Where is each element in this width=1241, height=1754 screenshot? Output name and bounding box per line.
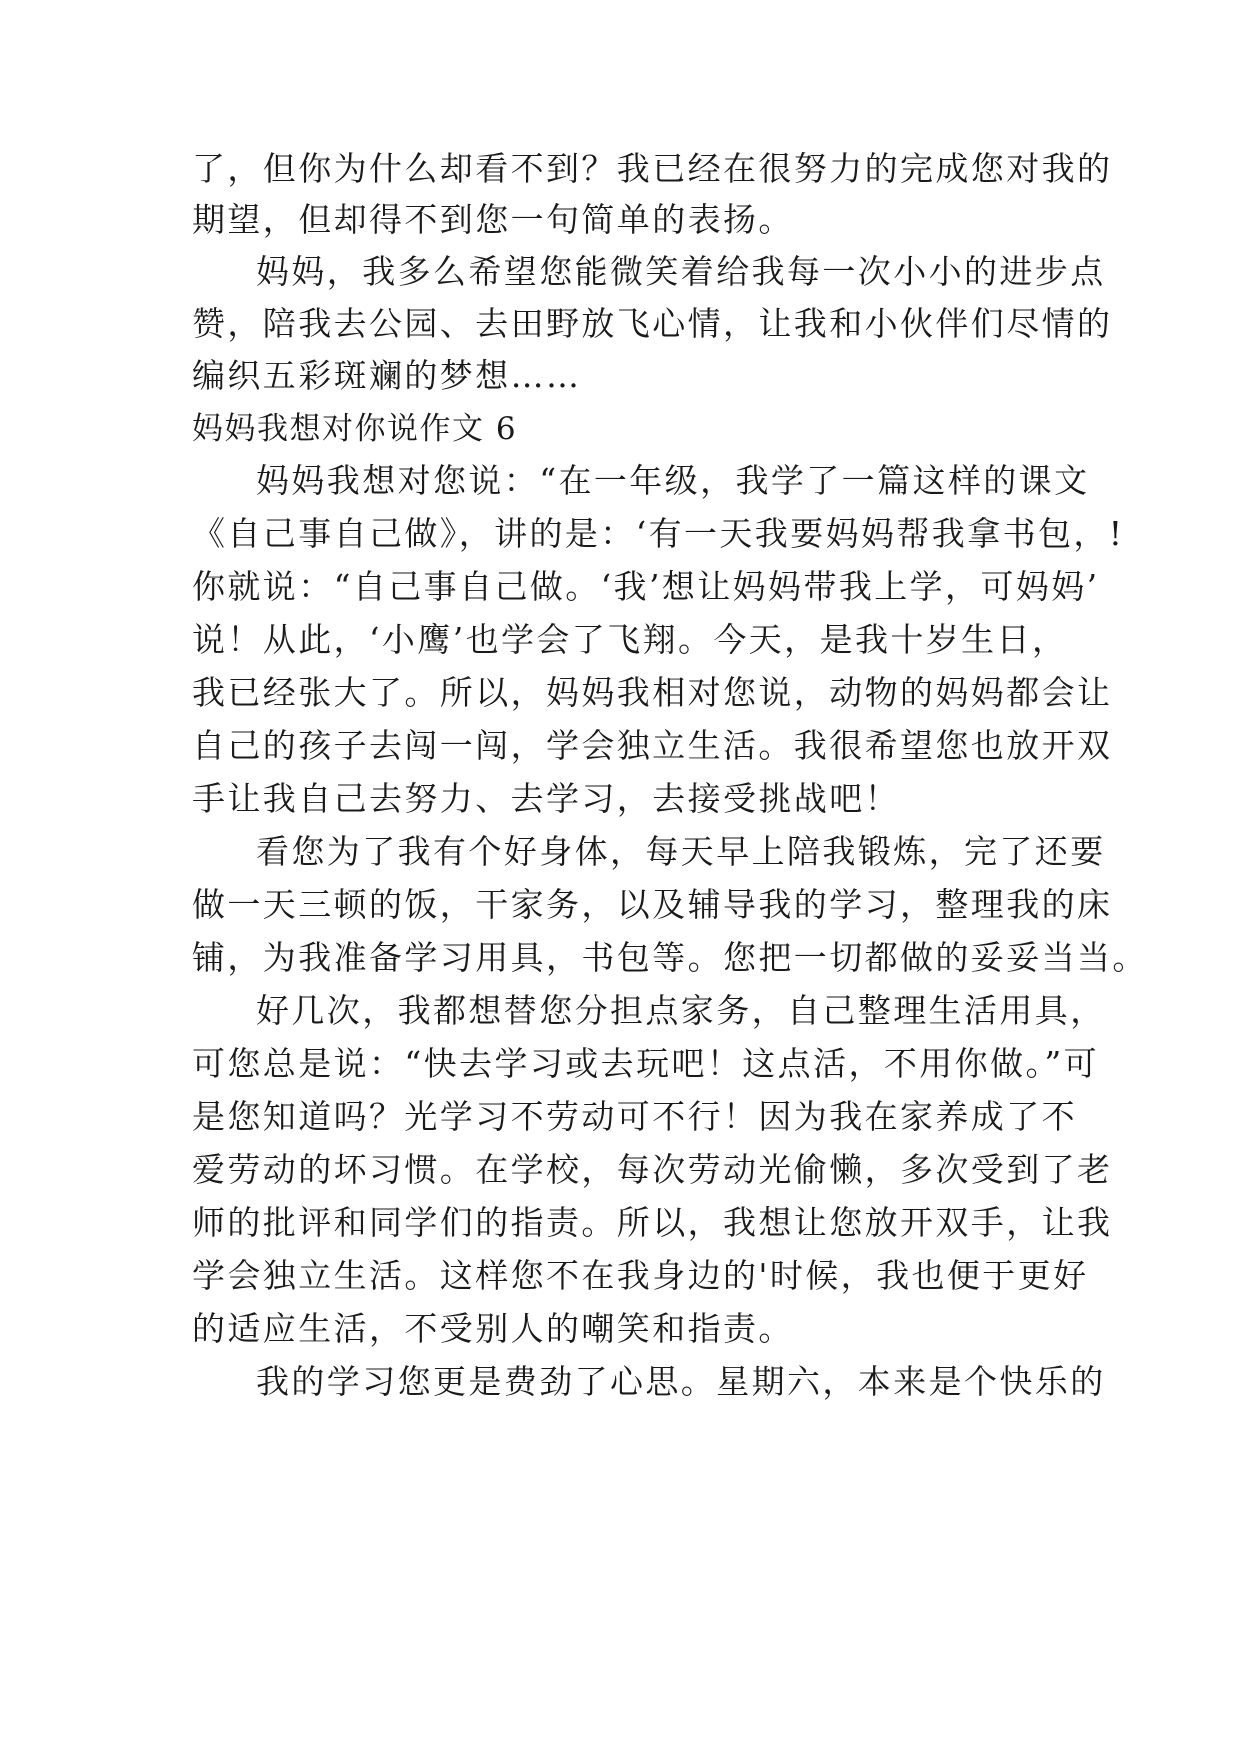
paragraph-start-line: 我的学习您更是费劲了心思。星期六，本来是个快乐的 — [256, 1362, 1106, 1401]
text-line: 可您总是说：“快去学习或去玩吧！这点活，不用你做。”可 — [192, 1044, 1100, 1083]
text-line: 是您知道吗？光学习不劳动可不行！因为我在家养成了不 — [192, 1097, 1077, 1136]
paragraph-start-line: 妈妈我想对您说：“在一年级，我学了一篇这样的课文 — [256, 461, 1090, 500]
text-line: 爱劳动的坏习惯。在学校，每次劳动光偷懒，多次受到了老 — [192, 1150, 1113, 1189]
text-line: 手让我自己去努力、去学习，去接受挑战吧！ — [192, 779, 900, 818]
text-line: 铺，为我准备学习用具，书包等。您把一切都做的妥妥当当。 — [192, 938, 1148, 977]
text-line: 的适应生活，不受别人的嘲笑和指责。 — [192, 1309, 794, 1348]
section-heading: 妈妈我想对你说作文 6 — [192, 411, 518, 447]
text-line: 了，但你为什么却看不到？我已经在很努力的完成您对我的 — [192, 149, 1113, 188]
text-line: 自己的孩子去闯一闯，学会独立生活。我很希望您也放开双 — [192, 726, 1113, 765]
text-line: 说！从此，‘小鹰’也学会了飞翔。今天，是我十岁生日， — [192, 620, 1068, 659]
text-line: 赞，陪我去公园、去田野放飞心情，让我和小伙伴们尽情的 — [192, 304, 1113, 343]
text-line: 《自己事自己做》，讲的是：‘有一天我要妈妈帮我拿书包，! — [192, 514, 1125, 553]
text-line: 你就说：“自己事自己做。‘我’想让妈妈带我上学，可妈妈’ — [192, 567, 1100, 606]
text-line: 我已经张大了。所以，妈妈我相对您说，动物的妈妈都会让 — [192, 673, 1113, 712]
paragraph-start-line: 妈妈，我多么希望您能微笑着给我每一次小小的进步点 — [256, 252, 1106, 291]
paragraph-start-line: 看您为了我有个好身体，每天早上陪我锻炼，完了还要 — [256, 832, 1106, 871]
paragraph-start-line: 好几次，我都想替您分担点家务，自己整理生活用具， — [256, 991, 1106, 1030]
text-line: 期望，但却得不到您一句简单的表扬。 — [192, 200, 794, 239]
text-line: 编织五彩斑斓的梦想…… — [192, 356, 582, 395]
text-line: 做一天三顿的饭，干家务，以及辅导我的学习，整理我的床 — [192, 885, 1113, 924]
text-line: 师的批评和同学们的指责。所以，我想让您放开双手，让我 — [192, 1203, 1113, 1242]
text-line: 学会独立生活。这样您不在我身边的'时候，我也便于更好 — [192, 1256, 1089, 1295]
